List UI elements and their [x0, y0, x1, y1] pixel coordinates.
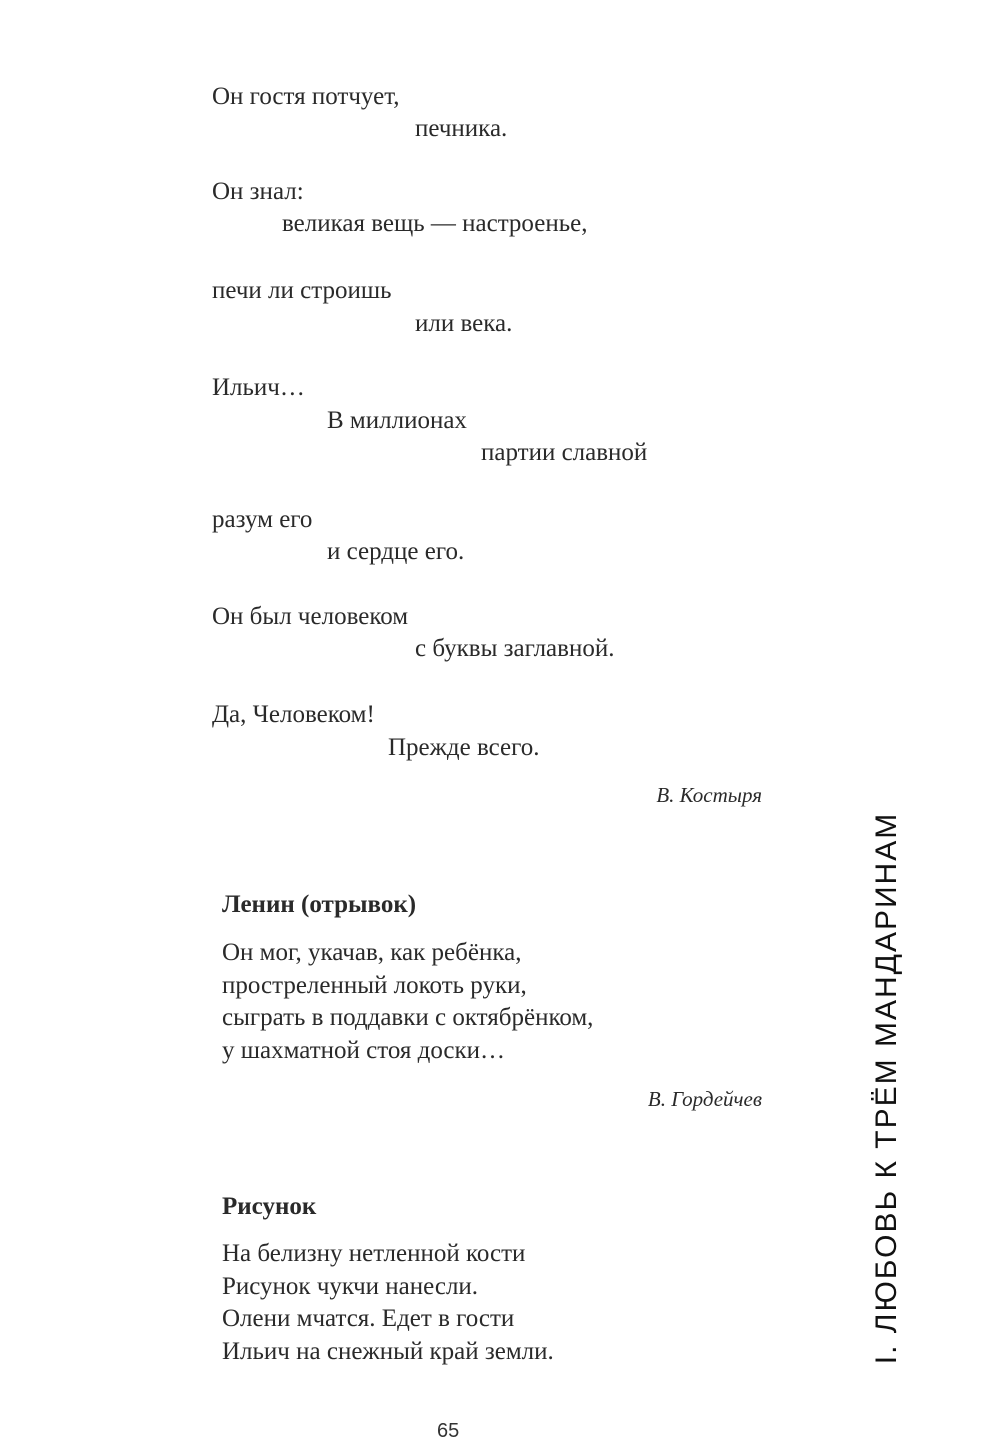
poem1-line-12: Он был человеком: [212, 603, 409, 630]
poem2-stanza: [222, 937, 593, 1067]
poem3-title: Рисунок: [222, 1193, 317, 1220]
poem2-line-4: у шахматной стоя доски…: [222, 1036, 506, 1064]
poem3-stanza: [222, 1238, 554, 1368]
poem2-line-2: простреленный локоть руки,: [222, 971, 527, 999]
poem1-author: В. Костыря: [656, 783, 762, 807]
poem1-line-9: партии славной: [481, 439, 648, 466]
poem1-line-4: великая вещь — настроенье,: [282, 210, 588, 237]
poem1-line-15: Прежде всего.: [388, 734, 540, 761]
poem2-title: Ленин (отрывок): [222, 891, 417, 918]
poem1-line-14: Да, Человеком!: [212, 701, 375, 728]
poem1-line-1: Он гостя потчует,: [212, 83, 400, 110]
poem2-line-1: Он мог, укачав, как ребёнка,: [222, 939, 522, 966]
poem2-line-3: сыграть в поддавки с октябрёнком,: [222, 1004, 594, 1031]
poem1-line-11: и сердце его.: [327, 538, 465, 565]
poem3-line-3: Олени мчатся. Едет в гости: [222, 1305, 515, 1332]
poem3-line-1: На белизну нетленной кости: [222, 1240, 526, 1267]
poem1-line-10: разум его: [212, 506, 313, 533]
poem1-line-5: печи ли строишь: [212, 277, 392, 304]
poem1-line-7: Ильич…: [212, 374, 305, 401]
page-number: 65: [437, 1420, 460, 1442]
poem1-line-2: печника.: [415, 115, 508, 142]
poem2-author: В. Гордейчев: [647, 1087, 762, 1111]
poem3-line-4: Ильич на снежный край земли.: [222, 1337, 554, 1365]
poem1-line-13: с буквы заглавной.: [415, 635, 615, 662]
poem1-line-6: или века.: [415, 310, 513, 337]
poem1-line-3: Он знал:: [212, 178, 304, 205]
running-head: [842, 805, 932, 1370]
poem3-line-2: Рисунок чукчи нанесли.: [222, 1272, 479, 1300]
poem1-line-8: В миллионах: [327, 407, 467, 434]
running-head-text: I. ЛЮБОВЬ К ТРЁМ МАНДАРИНАМ: [870, 811, 903, 1364]
